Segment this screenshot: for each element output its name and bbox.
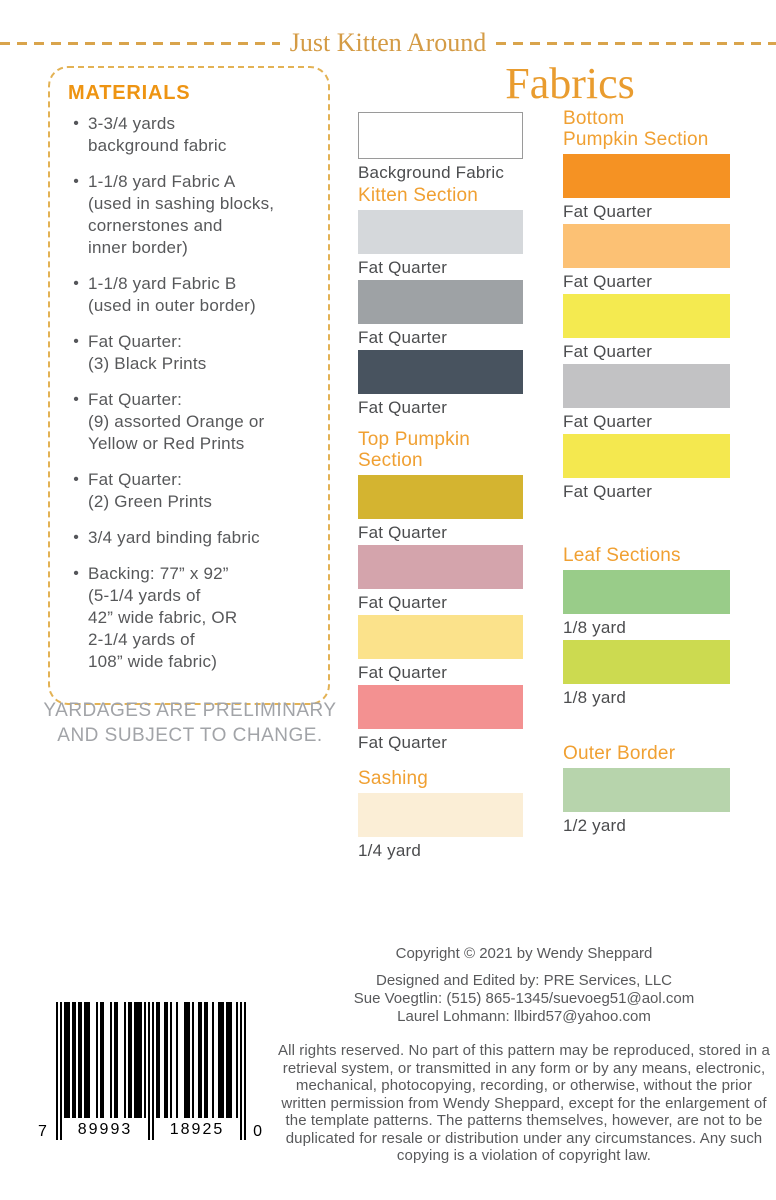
- fabric-swatch: [563, 570, 730, 614]
- materials-item: [64, 563, 318, 673]
- barcode-bar: [60, 1002, 62, 1140]
- top-banner: [0, 30, 776, 56]
- section-heading-kitten-section: [358, 185, 523, 206]
- materials-list: [64, 113, 318, 673]
- barcode-bar: [74, 1002, 76, 1118]
- materials-item-line: Fat Quarter:: [88, 470, 183, 489]
- fabric-swatch-label: Fat Quarter: [563, 342, 653, 361]
- fabric-swatch: [563, 640, 730, 684]
- barcode-bar: [140, 1002, 142, 1118]
- materials-item-text: [88, 389, 264, 455]
- materials-item-text: [88, 563, 237, 673]
- barcode-bar: [116, 1002, 118, 1118]
- section-heading-line: Pumpkin Section: [563, 129, 709, 150]
- bullet-dot: •: [73, 173, 79, 190]
- materials-item: [64, 331, 318, 375]
- bullet-dot: •: [73, 391, 79, 408]
- materials-item-line: 2-1/4 yards of: [88, 630, 195, 649]
- barcode-bar: [96, 1002, 98, 1118]
- materials-item-line: Backing: 77” x 92”: [88, 564, 229, 583]
- barcode-bar: [170, 1002, 172, 1118]
- fabric-swatch: [358, 350, 523, 394]
- barcode-bar: [176, 1002, 178, 1118]
- materials-item-text: [88, 469, 212, 513]
- barcode-bar: [236, 1002, 238, 1118]
- barcode-bar: [230, 1002, 232, 1118]
- barcode-bar: [56, 1002, 58, 1140]
- fabric-swatch: [358, 545, 523, 589]
- fabric-swatch-label: 1/8 yard: [563, 618, 627, 637]
- barcode-bar: [206, 1002, 208, 1118]
- barcode-digit-right-group: 18925: [169, 1121, 225, 1138]
- credit-line: Sue Voegtlin: (515) 865-1345/suevoeg51@aol.com: [353, 990, 695, 1007]
- fabric-swatch-label: Fat Quarter: [563, 202, 653, 221]
- barcode-bar: [80, 1002, 82, 1118]
- fabric-swatch-label: 1/4 yard: [358, 841, 422, 860]
- fabric-swatch: [358, 210, 523, 254]
- fabric-column-right: [563, 108, 730, 838]
- section-heading-leaf-sections: [563, 545, 730, 566]
- fabric-swatch-label: 1/8 yard: [563, 688, 627, 707]
- section-heading-line: Outer Border: [563, 743, 676, 764]
- barcode-bar: [130, 1002, 132, 1118]
- footer-text: [278, 944, 770, 1165]
- materials-item-line: 1-1/8 yard Fabric A: [88, 172, 236, 191]
- barcode-bar: [166, 1002, 168, 1118]
- materials-item-text: [88, 113, 227, 157]
- materials-item: [64, 113, 318, 157]
- materials-item-line: background fabric: [88, 136, 227, 155]
- materials-item-text: [88, 273, 256, 317]
- credit-line: Laurel Lohmann: llbird57@yahoo.com: [397, 1008, 651, 1025]
- fabric-swatch: [358, 793, 523, 837]
- section-heading-top-pumpkin-section: [358, 429, 523, 471]
- yardage-disclaimer-line: AND SUBJECT TO CHANGE.: [57, 725, 323, 746]
- materials-item-text: [88, 171, 274, 259]
- materials-heading: MATERIALS: [68, 82, 191, 104]
- materials-item-line: 1-1/8 yard Fabric B: [88, 274, 237, 293]
- bullet-dot: •: [73, 529, 79, 546]
- section-heading-line: Leaf Sections: [563, 545, 681, 566]
- yardage-disclaimer: [10, 698, 370, 748]
- materials-item-line: (used in outer border): [88, 296, 256, 315]
- rights-paragraph: All rights reserved. No part of this pattern may be reproduced, stored in a retrieval system, or transmitted in any form or by any means, electronic, mechanical, photocopying, recording, or otherwise, without the prior written permission from Wendy Sheppard, except for the enlargement of the template patterns. The patterns themselves, however, are not to be duplicated for resale or distribution under any circumstances. Any such copying is a violation of copyright law.: [278, 1042, 770, 1164]
- fabric-swatch-label: 1/2 yard: [563, 816, 627, 835]
- fabric-swatch-label: Fat Quarter: [358, 523, 448, 542]
- fabric-swatch-label: Fat Quarter: [358, 258, 448, 277]
- barcode-bars: [56, 1002, 246, 1140]
- barcode-bar: [200, 1002, 202, 1118]
- barcode-digit-first: 7: [38, 1123, 47, 1140]
- materials-item-line: 3-3/4 yards: [88, 114, 176, 133]
- fabric-swatch: [563, 224, 730, 268]
- barcode-bar: [212, 1002, 214, 1118]
- materials-item: [64, 527, 318, 549]
- materials-item-line: (3) Black Prints: [88, 354, 207, 373]
- fabric-swatch-label: Fat Quarter: [358, 733, 448, 752]
- fabric-swatch-label: Fat Quarter: [563, 482, 653, 501]
- barcode-bar: [188, 1002, 190, 1118]
- fabric-swatch: [358, 280, 523, 324]
- fabric-swatch: [358, 475, 523, 519]
- section-heading-line: Sashing: [358, 768, 429, 789]
- materials-item-line: (2) Green Prints: [88, 492, 213, 511]
- upc-barcode: [38, 1002, 262, 1147]
- bullet-dot: •: [73, 333, 79, 350]
- credit-line: Designed and Edited by: PRE Services, LLC: [376, 972, 672, 989]
- fabric-swatch: [563, 154, 730, 198]
- barcode-bar: [110, 1002, 112, 1118]
- materials-item-line: cornerstones and: [88, 216, 223, 235]
- fabric-column-left: [358, 112, 523, 863]
- credits-block: [278, 972, 770, 1026]
- materials-item: [64, 273, 318, 317]
- barcode-bar: [88, 1002, 90, 1118]
- bullet-dot: •: [73, 115, 79, 132]
- barcode-bar: [124, 1002, 126, 1118]
- barcode-bar: [222, 1002, 224, 1118]
- materials-item-line: 108” wide fabric): [88, 652, 218, 671]
- materials-item-line: (9) assorted Orange or: [88, 412, 265, 431]
- materials-item-line: Yellow or Red Prints: [88, 434, 245, 453]
- fabric-swatch-label: Fat Quarter: [563, 412, 653, 431]
- fabric-swatch: [563, 768, 730, 812]
- fabric-swatch: [563, 434, 730, 478]
- background-fabric-label: Background Fabric: [358, 163, 505, 182]
- bullet-dot: •: [73, 275, 79, 292]
- fabric-swatch-label: Fat Quarter: [358, 593, 448, 612]
- section-heading-line: Bottom: [563, 108, 625, 129]
- materials-item: [64, 171, 318, 259]
- materials-item-line: (5-1/4 yards of: [88, 586, 201, 605]
- barcode-bar: [102, 1002, 104, 1118]
- section-heading-bottom-pumpkin-section: [563, 108, 730, 150]
- barcode-digit-last: 0: [253, 1123, 262, 1140]
- barcode-bar: [68, 1002, 70, 1118]
- dashed-rule-left: [0, 42, 280, 45]
- barcode-bar: [152, 1002, 154, 1140]
- materials-item: [64, 389, 318, 455]
- bullet-dot: •: [73, 471, 79, 488]
- section-heading-line: Kitten Section: [358, 185, 479, 206]
- pattern-title: Just Kitten Around: [289, 28, 487, 57]
- barcode-bar: [192, 1002, 194, 1118]
- materials-item-line: Fat Quarter:: [88, 390, 183, 409]
- materials-item-line: Fat Quarter:: [88, 332, 183, 351]
- barcode-bar: [148, 1002, 150, 1140]
- fabric-swatch: [358, 685, 523, 729]
- barcode-bar: [244, 1002, 246, 1140]
- fabric-swatch-label: Fat Quarter: [358, 663, 448, 682]
- fabrics-title: Fabrics: [505, 59, 635, 108]
- fabric-swatch: [563, 364, 730, 408]
- fabric-swatch-label: Fat Quarter: [563, 272, 653, 291]
- materials-item: [64, 469, 318, 513]
- fabric-swatch-label: Fat Quarter: [358, 398, 448, 417]
- section-heading-line: Top Pumpkin Section: [358, 429, 471, 471]
- materials-item-line: 42” wide fabric, OR: [88, 608, 238, 627]
- fabric-swatch: [358, 615, 523, 659]
- fabric-swatch-label: Fat Quarter: [358, 328, 448, 347]
- fabric-swatch: [563, 294, 730, 338]
- section-heading-sashing: [358, 768, 523, 789]
- materials-item-text: [88, 331, 206, 375]
- barcode-digit-left-group: 89993: [77, 1121, 133, 1138]
- background-fabric-swatch: [358, 112, 523, 159]
- materials-item-text: [88, 527, 260, 549]
- section-heading-outer-border: [563, 743, 730, 764]
- dashed-rule-right: [496, 42, 776, 45]
- materials-item-line: inner border): [88, 238, 188, 257]
- barcode-bar: [240, 1002, 242, 1140]
- materials-item-line: 3/4 yard binding fabric: [88, 528, 260, 547]
- yardage-disclaimer-line: YARDAGES ARE PRELIMINARY: [43, 700, 337, 721]
- materials-item-line: (used in sashing blocks,: [88, 194, 275, 213]
- barcode-bar: [144, 1002, 146, 1118]
- bullet-dot: •: [73, 565, 79, 582]
- copyright-line: Copyright © 2021 by Wendy Sheppard: [395, 945, 653, 962]
- materials-box: [48, 66, 330, 705]
- barcode-bar: [158, 1002, 160, 1118]
